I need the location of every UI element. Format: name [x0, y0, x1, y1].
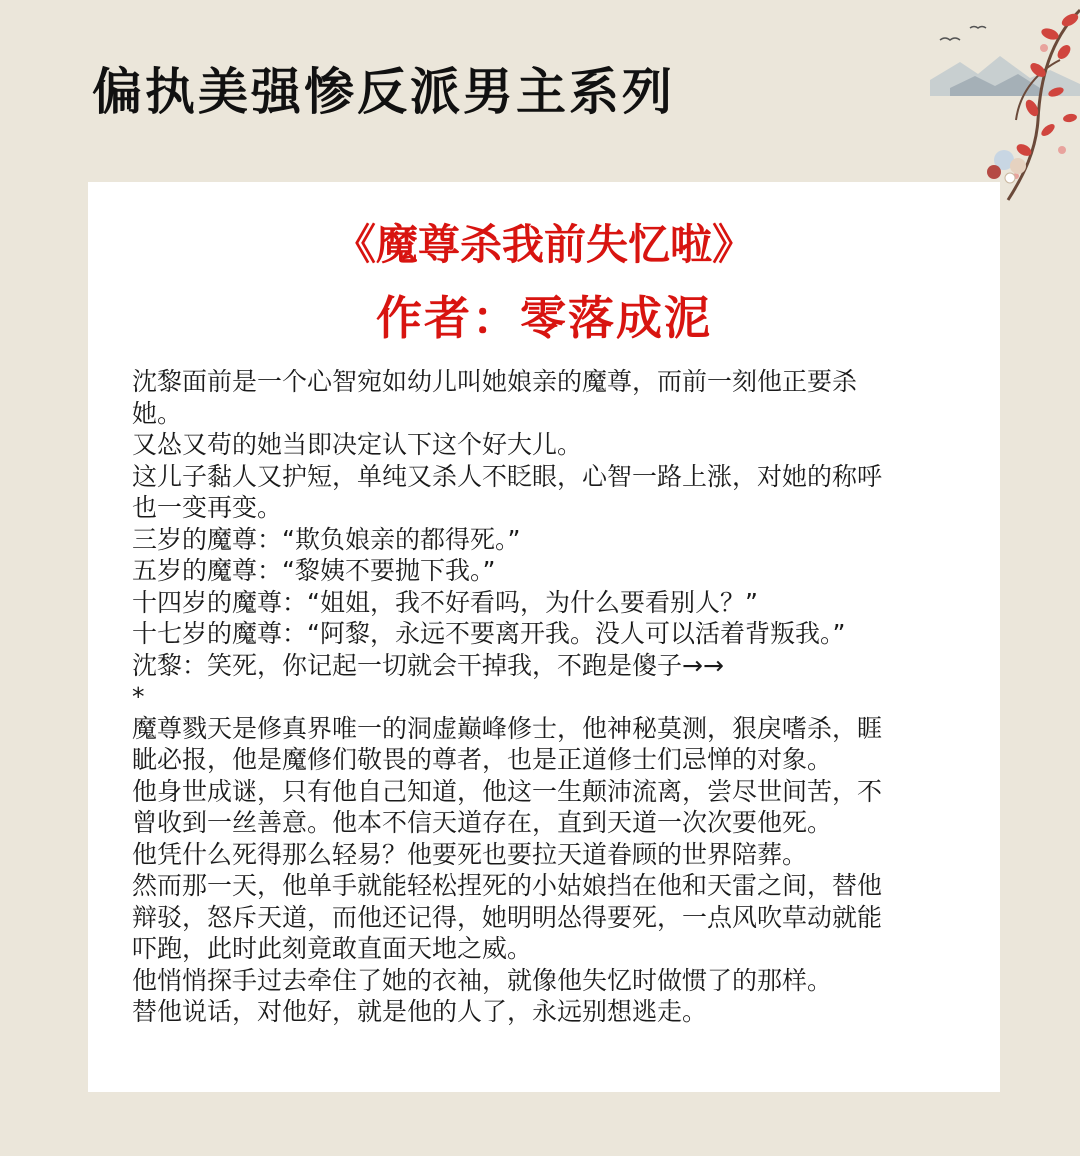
synopsis-line: 然而那一天，他单手就能轻松捏死的小姑娘挡在他和天雷之间，替他	[132, 871, 883, 900]
synopsis-line: 十四岁的魔尊：“姐姐，我不好看吗，为什么要看别人？”	[132, 587, 758, 617]
synopsis-line: 三岁的魔尊：“欺负娘亲的都得死。”	[132, 524, 521, 554]
synopsis-line: 五岁的魔尊：“黎姨不要抛下我。”	[132, 556, 496, 585]
page-title: 偏执美强惨反派男主系列	[92, 63, 675, 121]
synopsis-text	[132, 366, 960, 1028]
plum-blossom-decoration-icon	[920, 0, 1080, 210]
synopsis-line: 又怂又苟的她当即决定认下这个好大儿。	[132, 430, 583, 459]
synopsis-line: 她。	[132, 398, 183, 428]
book-title: 《魔尊杀我前失忆啦》	[333, 220, 754, 269]
synopsis-card	[88, 182, 1000, 1092]
book-author: 作者：零落成泥	[376, 291, 712, 345]
synopsis-line: 曾收到一丝善意。他本不信天道存在，直到天道一次次要他死。	[132, 808, 833, 837]
synopsis-line: 这儿子黏人又护短，单纯又杀人不眨眼，心智一路上涨，对她的称呼	[132, 461, 883, 491]
synopsis-line: 他凭什么死得那么轻易？他要死也要拉天道眷顾的世界陪葬。	[132, 839, 808, 869]
synopsis-line: 沈黎面前是一个心智宛如幼儿叫她娘亲的魔尊，而前一刻他正要杀	[132, 367, 858, 396]
synopsis-line: *	[132, 682, 145, 711]
synopsis-line: 他悄悄探手过去牵住了她的衣袖，就像他失忆时做惯了的那样。	[132, 965, 833, 995]
synopsis-line: 十七岁的魔尊：“阿黎，永远不要离开我。没人可以活着背叛我。”	[132, 619, 846, 648]
synopsis-line: 替他说话，对他好，就是他的人了，永远别想逃走。	[132, 997, 708, 1026]
synopsis-line: 吓跑，此时此刻竟敢直面天地之威。	[132, 934, 533, 963]
synopsis-line: 沈黎：笑死，你记起一切就会干掉我，不跑是傻子→→	[132, 650, 724, 680]
synopsis-line: 魔尊戮天是修真界唯一的洞虚巅峰修士，他神秘莫测，狠戾嗜杀，睚	[132, 713, 883, 743]
synopsis-line: 他身世成谜，只有他自己知道，他这一生颠沛流离，尝尽世间苦，不	[132, 776, 883, 806]
synopsis-line: 眦必报，他是魔修们敬畏的尊者，也是正道修士们忌惮的对象。	[132, 745, 833, 774]
synopsis-line: 辩驳，怒斥天道，而他还记得，她明明怂得要死，一点风吹草动就能	[132, 902, 883, 932]
synopsis-line: 也一变再变。	[132, 493, 283, 522]
